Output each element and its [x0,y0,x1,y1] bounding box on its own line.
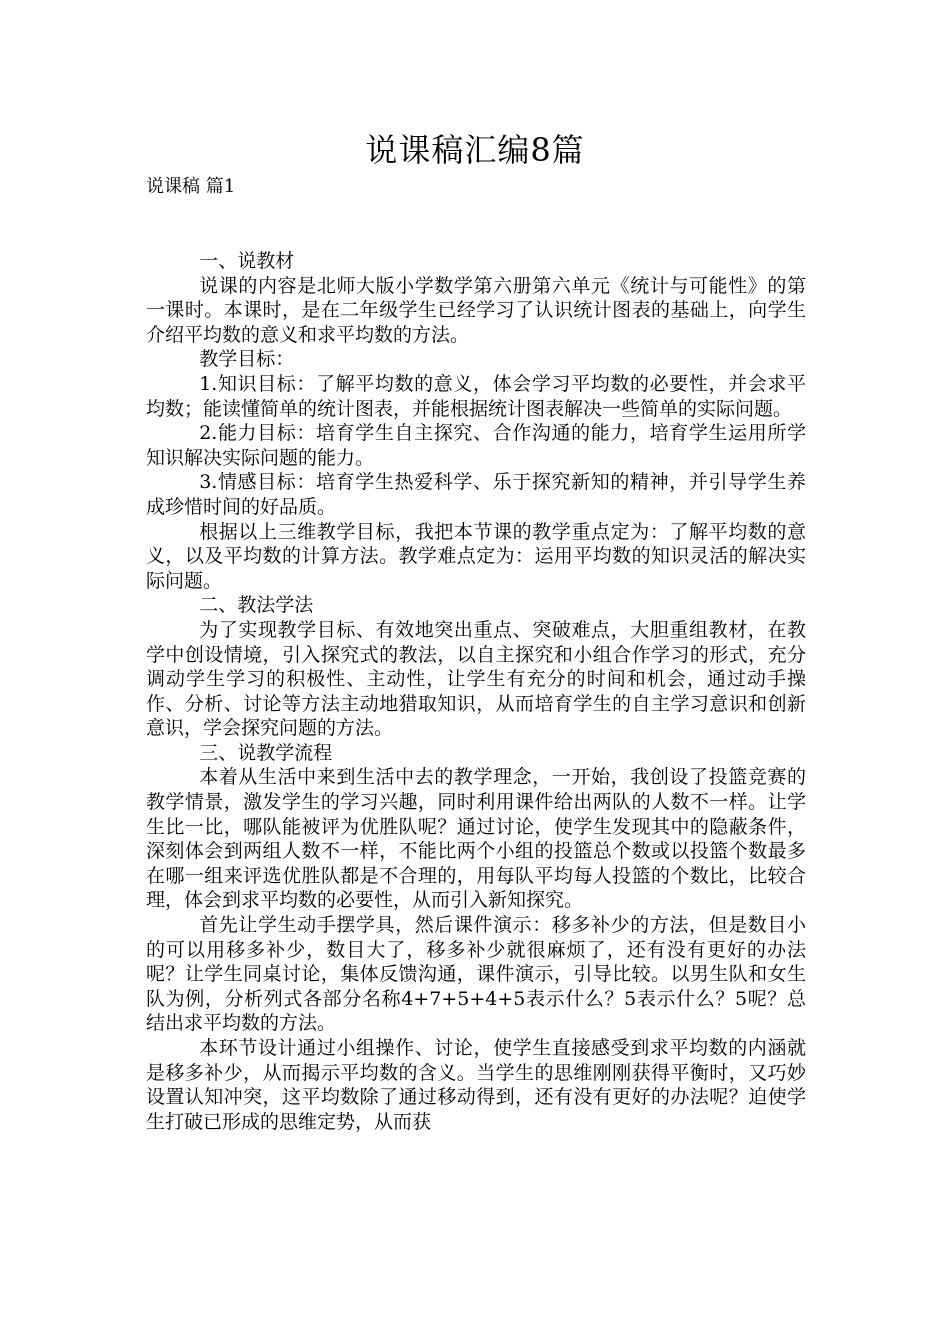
paragraph: 根据以上三维教学目标，我把本节课的教学重点定为：了解平均数的意义，以及平均数的计算方法。教学难点定为：运用平均数的知识灵活的解决实际问题。 [146,520,806,592]
paragraph: 1.知识目标：了解平均数的意义，体会学习平均数的必要性，并会求平均数；能读懂简单的统计图表，并能根据统计图表解决一些简单的实际问题。 [146,372,806,420]
section-heading: 说课稿 篇1 [146,176,236,197]
heading-teaching-process: 三、说教学流程 [199,741,333,764]
paragraph: 本环节设计通过小组操作、讨论，使学生直接感受到求平均数的内涵就是移多补少，从而揭示平均数的含义。当学生的思维刚刚获得平衡时，又巧妙设置认知冲突，这平均数除了通过移动得到，还有没有更好的办法呢？迫使学生打破已形成的思维定势，从而获 [146,1037,806,1133]
subheading-teaching-goals: 教学目标： [199,348,295,371]
document-body [146,249,806,1134]
paragraph: 本着从生活中来到生活中去的教学理念，一开始，我创设了投篮竞赛的教学情景，激发学生的学习兴趣，同时利用课件给出两队的人数不一样。让学生比一比，哪队能被评为优胜队呢？通过讨论，使学生发现其中的隐蔽条件，深刻体会到两组人数不一样，不能比两个小组的投篮总个数或以投篮个数最多在哪一组来评选优胜队都是不合理的，用每队平均每人投篮的个数比，比较合理，体会到求平均数的必要性，从而引入新知探究。 [146,766,806,912]
paragraph: 为了实现教学目标、有效地突出重点、突破难点，大胆重组教材，在教学中创设情境，引入探究式的教法，以自主探究和小组合作学习的形式，充分调动学生学习的积极性、主动性，让学生有充分的时间和机会，通过动手操作、分析、讨论等方法主动地猎取知识，从而培育学生的自主学习意识和创新意识，学会探究问题的方法。 [146,618,806,740]
paragraph: 说课的内容是北师大版小学数学第六册第六单元《统计与可能性》的第一课时。本课时，是在二年级学生已经学习了认识统计图表的基础上，向学生介绍平均数的意义和求平均数的方法。 [146,274,806,346]
document-title: 说课稿汇编8篇 [365,131,585,169]
heading-teaching-material: 一、说教材 [199,250,295,272]
paragraph: 3.情感目标：培育学生热爱科学、乐于探究新知的精神，并引导学生养成珍惜时间的好品质。 [146,471,806,518]
heading-teaching-methods: 二、教法学法 [199,594,314,617]
paragraph: 首先让学生动手摆学具，然后课件演示：移多补少的方法，但是数目小的可以用移多补少，数目大了，移多补少就很麻烦了，还有没有更好的办法呢？让学生同桌讨论，集体反馈沟通，课件演示，引导比较。以男生队和女生队为例，分析列式各部分名称4+7+5+4+5表示什么？5表示什么？5呢？总结出求平均数的方法。 [146,914,806,1035]
paragraph: 2.能力目标：培育学生自主探究、合作沟通的能力，培育学生运用所学知识解决实际问题的能力。 [146,422,806,469]
